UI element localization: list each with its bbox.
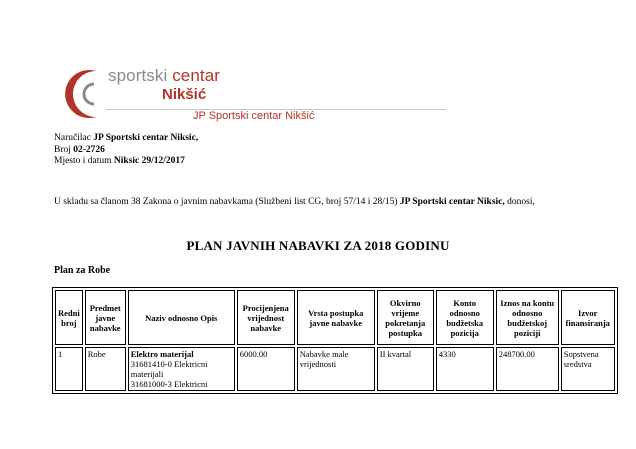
broj-line: Broj 02-2726	[54, 144, 105, 155]
header-vrsta-postupka: Vrsta postupka javne nabavke	[297, 290, 375, 345]
header-predmet: Predmet javne nabavke	[85, 290, 126, 345]
header-naziv: Naziv odnosno Opis	[128, 290, 235, 345]
table-row	[55, 347, 615, 391]
mjesto-datum-line: Mjesto i datum Niksic 29/12/2017	[54, 156, 185, 166]
cell-vrsta-postupka: Nabavke male vrijednosti	[297, 347, 375, 391]
narucilac-line: Naručilac JP Sportski centar Niksic,	[54, 133, 199, 143]
cell-redni-broj: 1	[55, 347, 83, 391]
header-izvor: Izvor finansiranja	[561, 290, 615, 345]
header-vrijednost: Procijenjena vrijednost nabavke	[237, 290, 295, 345]
cell-naziv	[128, 347, 235, 391]
table-header-row	[55, 290, 615, 345]
section-title: Plan za Robe	[54, 265, 111, 276]
naziv-line-2: 31681000-3 Elektricni	[130, 379, 208, 389]
logo-swoosh-icon	[52, 62, 108, 124]
document-title: PLAN JAVNIH NABAVKI ZA 2018 GODINU	[186, 238, 450, 253]
header-vrijeme: Okvirno vrijeme pokretanja postupka	[377, 290, 434, 345]
intro-paragraph: U skladu sa članom 38 Zakona o javnim nabavkama (Službeni list CG, broj 57/14 i 28/15) JP Sportski centar Niksic, donosi,	[54, 197, 535, 207]
cell-iznos: 248700.00	[496, 347, 559, 391]
naziv-line-1: 31681410-0 Elektricni materijali	[130, 359, 208, 379]
logo-name: sportski centar	[108, 66, 221, 85]
cell-vrijeme: II kvartal	[377, 347, 434, 391]
logo-city: Nikšić	[162, 86, 207, 103]
document-meta	[54, 133, 198, 168]
cell-vrijednost: 6000.00	[237, 347, 295, 391]
sportski-centar-logo	[52, 62, 397, 124]
cell-predmet: Robe	[85, 347, 126, 391]
header-iznos: Iznos na kontu odnosno budžetskoj poziciji	[496, 290, 559, 345]
header-redni-broj: Redni broj	[55, 290, 83, 345]
naziv-title: Elektro materijal	[130, 349, 194, 359]
cell-konto: 4330	[436, 347, 494, 391]
header-konto: Konto odnosno budžetska pozicija	[436, 290, 494, 345]
logo-subtitle: JP Sportski centar Nikšić	[193, 110, 315, 122]
cell-izvor: Sopstvena sredstva	[561, 347, 615, 391]
plan-table	[52, 287, 618, 394]
